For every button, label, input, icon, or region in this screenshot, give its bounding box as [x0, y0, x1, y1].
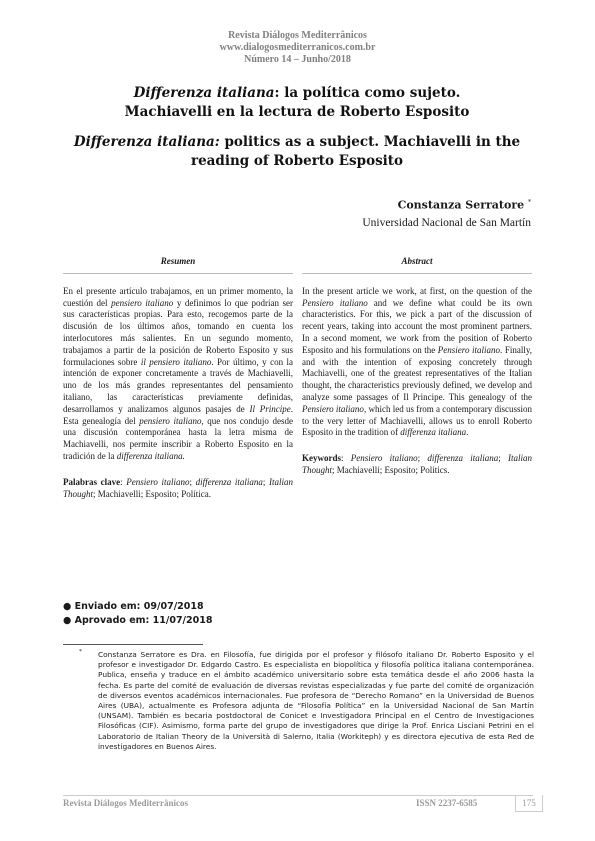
italic-term: Italian Thought: [63, 476, 293, 499]
journal-issue: Número 14 – Junho/2018: [244, 54, 351, 65]
text-run: ;: [498, 453, 508, 464]
footer-journal: Revista Diálogos Mediterrânicos: [63, 798, 188, 808]
date-sent: ● Enviado em: 09/07/2018: [63, 601, 204, 612]
italic-term: Pensiero italiano: [437, 344, 501, 355]
italic-term: pensiero italiano,: [139, 415, 204, 426]
text-run: y definimos lo que podrían ser sus características propias. Para esto, recogemos parte de la discusión de los últimos años, tomando en cuenta los interlocutores más salientes. En un segundo momento, trabajamos a partir de la posición de Roberto Esposito y sus formulaciones sobre: [63, 297, 293, 367]
text-run: and we define what could be its own characteristics. For this, we pick a part of the discussion of recent years, taking into account the most prominent partners. In a second moment, we work from the position of Roberto Esposito and his formulations on the: [302, 297, 532, 355]
title-es-rest: : la política como sujeto.: [274, 85, 461, 101]
abstract-column: [302, 256, 532, 477]
italic-term: Pensiero italiano: [350, 453, 418, 464]
author-name: [362, 195, 531, 213]
text-run: . Por último, y con la intención de exponer concretamente a través de Machiavelli, uno de los más grandes representantes del pensamiento italiano, las características previamente definidas, desarrollamos y analizamos algunos pasajes de: [63, 356, 294, 414]
title-es-italic: Differenza italiana: [133, 85, 275, 101]
text-run: ; Machiavelli; Esposito; Política.: [93, 488, 211, 499]
resumen-body: [63, 286, 293, 463]
footer-issn: ISSN 2237-6585: [416, 798, 478, 808]
journal-header: [0, 30, 595, 66]
palabras-clave: [63, 477, 293, 501]
resumen-column: [63, 256, 293, 500]
title-en-rest: politics as a subject. Machiavelli in the reading of Roberto Esposito: [190, 134, 521, 169]
italic-term: Pensiero italiano: [302, 297, 368, 308]
text-run: ;: [189, 476, 196, 487]
text-run: En el presente artículo trabajamos, en un primer momento, la cuestión del: [63, 285, 293, 308]
title-english: [62, 133, 532, 171]
italic-term: Italian Thought: [302, 453, 532, 475]
journal-website[interactable]: www.dialogosmediterranicos.com.br: [219, 42, 376, 53]
text-run: . Esta genealogía del: [63, 403, 293, 426]
title-spanish: [62, 84, 532, 122]
abstract-heading: Abstract: [302, 256, 532, 274]
author-footnote: Constanza Serratore es Dra. en Filosofía, fue dirigida por el profesor y filósofo italiano Dr. Roberto Esposito y el profesor e investigador Dr. Edgardo Castro. Es especialista en biopolítica y filosofía política italiana contemporánea. Publica, enseña y traduce en el ámbito académico universitario sobre esta temática desde el año 2006 hasta la fecha. Es parte del comité de evaluación de diversas revistas especializadas y fue parte del comité de organización de diversos eventos académicos internacionales. Fue profesora de “Derecho Romano” en la Universidad de Buenos Aires (UBA), actualmente es Profesora adjunta de “Filosofía Política” en la Universidad Nacional de San Martín (UNSAM). También es becaria postdoctoral de Conicet e Investigadora Principal en el Centro de Investigaciones Filosóficas (CIF). Asimismo, forma parte del grupo de investigadores que dirige la Prof. Enrica Lisciani Petrini en el Laboratorio de Italian Theory de la Università di Salerno, Italia (Workiteph) y es directora ejecutiva de esta Red de investigadores en Buenos Aires.: [98, 650, 534, 751]
page-number: 175: [515, 795, 543, 812]
article-title-block: [62, 84, 532, 171]
italic-term: Pensiero italiano: [302, 403, 364, 414]
journal-name: Revista Diálogos Mediterrânicos: [228, 30, 367, 41]
italic-term: differenza italiana: [427, 453, 499, 464]
italic-term: Pensiero italiano: [126, 476, 190, 487]
keywords: [302, 453, 532, 477]
author-block: [362, 195, 531, 231]
footnote-mark: *: [79, 649, 82, 655]
date-approved: ● Aprovado em: 11/07/2018: [63, 615, 213, 626]
author-footnote-mark[interactable]: *: [528, 199, 531, 206]
text-run: . Finally, and with the intention of exposing concretely through Machiavelli, one of the greatest representatives of the Italian thought, the characteristics previously defined, we develop and analyze some passages of Il Principe. This genealogy of the: [302, 344, 532, 402]
italic-term: pensiero italiano: [111, 297, 174, 308]
submission-dates: [63, 600, 212, 628]
page-footer: [63, 795, 533, 810]
text-run: ; Machiavelli; Esposito; Politics.: [332, 464, 450, 475]
palabras-clave-label: Palabras clave: [63, 476, 121, 487]
text-run: ;: [262, 476, 269, 487]
text-run: .: [466, 427, 469, 438]
italic-term: differenza italiana: [195, 476, 263, 487]
author-affiliation: Universidad Nacional de San Martín: [362, 216, 531, 229]
italic-term: differenza italiana: [400, 427, 467, 438]
text-run: :: [120, 476, 127, 487]
text-run: , which led us from a contemporary discussion to the very letter of Machiavelli, allows us to enroll Roberto Esposito in the tradition of: [302, 403, 532, 438]
text-run: :: [341, 453, 351, 464]
author-name-text: Constanza Serratore: [397, 198, 525, 212]
resumen-heading: Resumen: [63, 256, 293, 274]
italic-term: il pensiero italiano: [140, 356, 212, 367]
italic-term: differenza italiana.: [116, 450, 185, 461]
text-run: In the present article we work, at first, on the question of the: [302, 285, 532, 296]
keywords-label: Keywords: [302, 453, 341, 464]
abstract-body: [302, 286, 532, 439]
italic-term: Il Principe: [249, 403, 291, 414]
title-en-italic: Differenza italiana:: [73, 134, 220, 150]
text-run: ;: [417, 453, 428, 464]
footnote-divider: [63, 644, 203, 645]
title-es-line2: Machiavelli en la lectura de Roberto Esposito: [124, 104, 470, 120]
text-run: que nos condujo desde una discusión contemporánea hasta la letra misma de Machiavelli, nos permite inscribir a Roberto Esposito en la tradición de la: [63, 415, 293, 461]
